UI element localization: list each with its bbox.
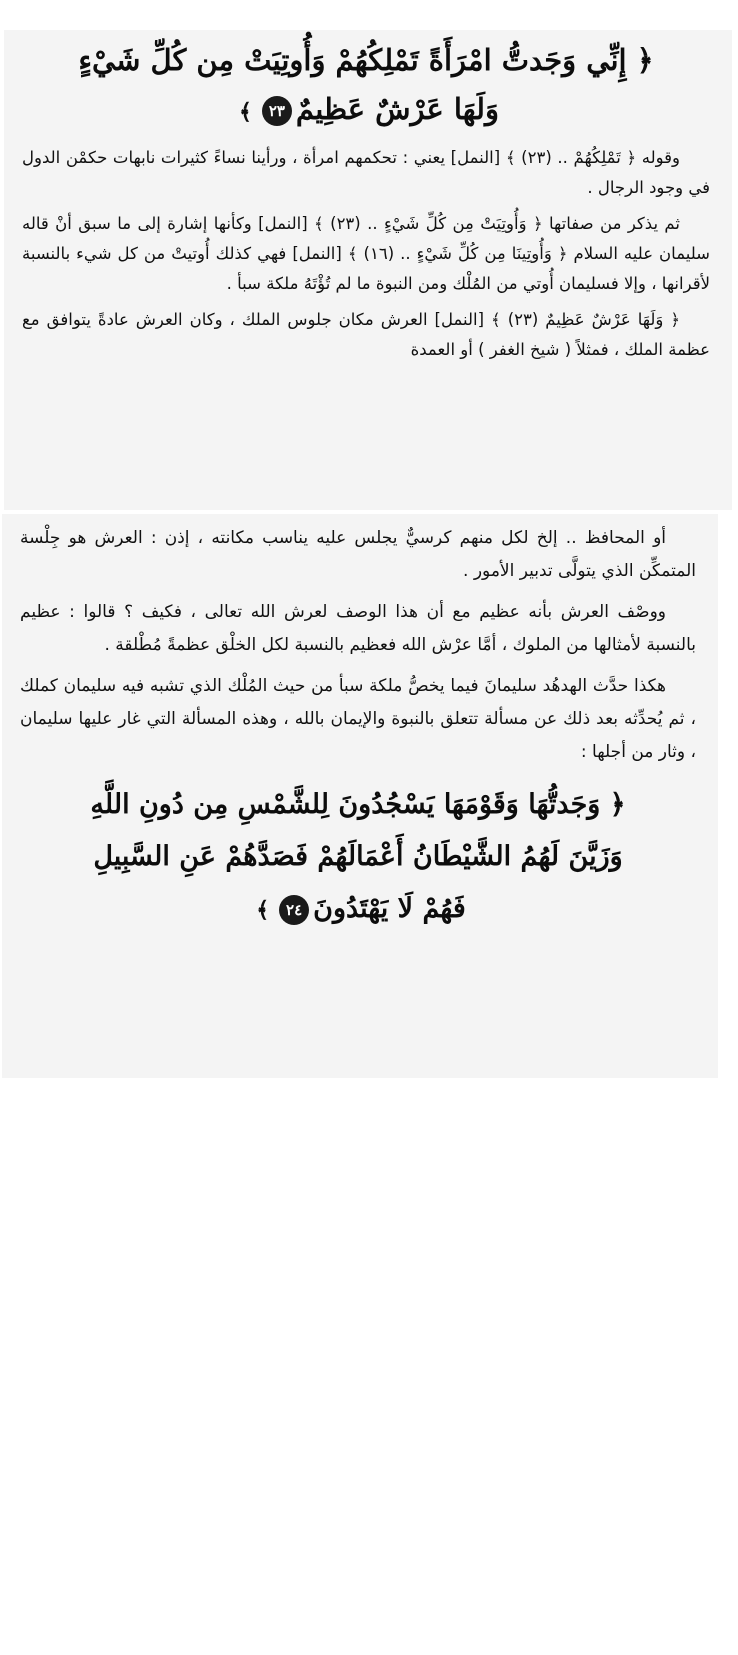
verse-line-last xyxy=(22,85,710,137)
verse-line-text: فَهُمْ لَا يَهْتَدُونَ xyxy=(313,893,466,924)
ayah-number-badge: ٢٤ xyxy=(279,895,309,925)
quran-verse-block xyxy=(20,779,696,937)
quran-verse-block xyxy=(22,36,710,137)
page-top xyxy=(4,30,732,510)
paragraph: ثم يذكر من صفاتها ﴿ وَأُوتِيَتْ مِن كُلِّ شَيْءٍ .. (٢٣) ﴾ [النمل] وكأنها إشارة إلى ما سبق أنْ قاله سليمان عليه السلام ﴿ وَأُوتِينَا مِن كُلِّ شَيْءٍ .. (١٦) ﴾ [النمل] فهي كذلك أُوتيتْ من كل شيء بالنسبة لأقرانها ، وإلا فسليمان أُوتي من المُلْك ومن النبوة ما لم تُؤْتَهُ ملكة سبأ . xyxy=(22,214,710,293)
page-bottom xyxy=(2,514,718,1078)
ayah-number-badge: ٢٣ xyxy=(262,96,292,126)
paragraph: أو المحافظ .. إلخ لكل منهم كرسيٌّ يجلس عليه يناسب مكانته ، إذن : العرش هو جِلْسة المتمكِّن الذي يتولَّى تدبير الأمور . xyxy=(20,528,696,581)
paragraph: هكذا حدَّث الهدهُد سليمانَ فيما يخصُّ ملكة سبأ من حيث المُلْك الذي تشبه فيه سليمان كملك ، ثم يُحدِّثه بعد ذلك عن مسألة تتعلق بالنبوة والإيمان بالله ، وهذه المسألة التي غار عليها سليمان ، وثار من أجلها : xyxy=(20,676,696,762)
verse-line: ﴿ إِنِّي وَجَدتُّ امْرَأَةً تَمْلِكُهُمْ وَأُوتِيَتْ مِن كُلِّ شَيْءٍ xyxy=(78,43,654,77)
verse-line: وَزَيَّنَ لَهُمُ الشَّيْطَانُ أَعْمَالَهُمْ فَصَدَّهُمْ عَنِ السَّبِيلِ xyxy=(93,841,623,872)
verse-line-text: وَلَهَا عَرْشٌ عَظِيمٌ xyxy=(295,92,499,126)
verse-close-bracket: ﴾ xyxy=(256,898,270,923)
verse-line-last xyxy=(20,883,696,937)
verse-line: ﴿ وَجَدتُّهَا وَقَوْمَهَا يَسْجُدُونَ لِلشَّمْسِ مِن دُونِ اللَّهِ xyxy=(90,789,626,820)
paragraph: ووصْف العرش بأنه عظيم مع أن هذا الوصف لعرش الله تعالى ، فكيف ؟ قالوا : عظيم بالنسبة لأمثالها من الملوك ، أمَّا عرْش الله فعظيم بالنسبة لكل الخلْق عظمةً مُطْلقة . xyxy=(20,602,696,655)
paragraph: وقوله ﴿ تَمْلِكُهُمْ .. (٢٣) ﴾ [النمل] يعني : تحكمهم امرأة ، ورأينا نساءً كثيرات نابهات حكمْن الدول في وجود الرجال . xyxy=(22,148,710,197)
verse-close-bracket: ﴾ xyxy=(239,100,252,125)
paragraph: ﴿ وَلَهَا عَرْشٌ عَظِيمٌ (٢٣) ﴾ [النمل] العرش مكان جلوس الملك ، وكان العرش عادةً يتوافق مع عظمة الملك ، فمثلاً ( شيخ الغفر ) أو العمدة xyxy=(22,310,710,359)
